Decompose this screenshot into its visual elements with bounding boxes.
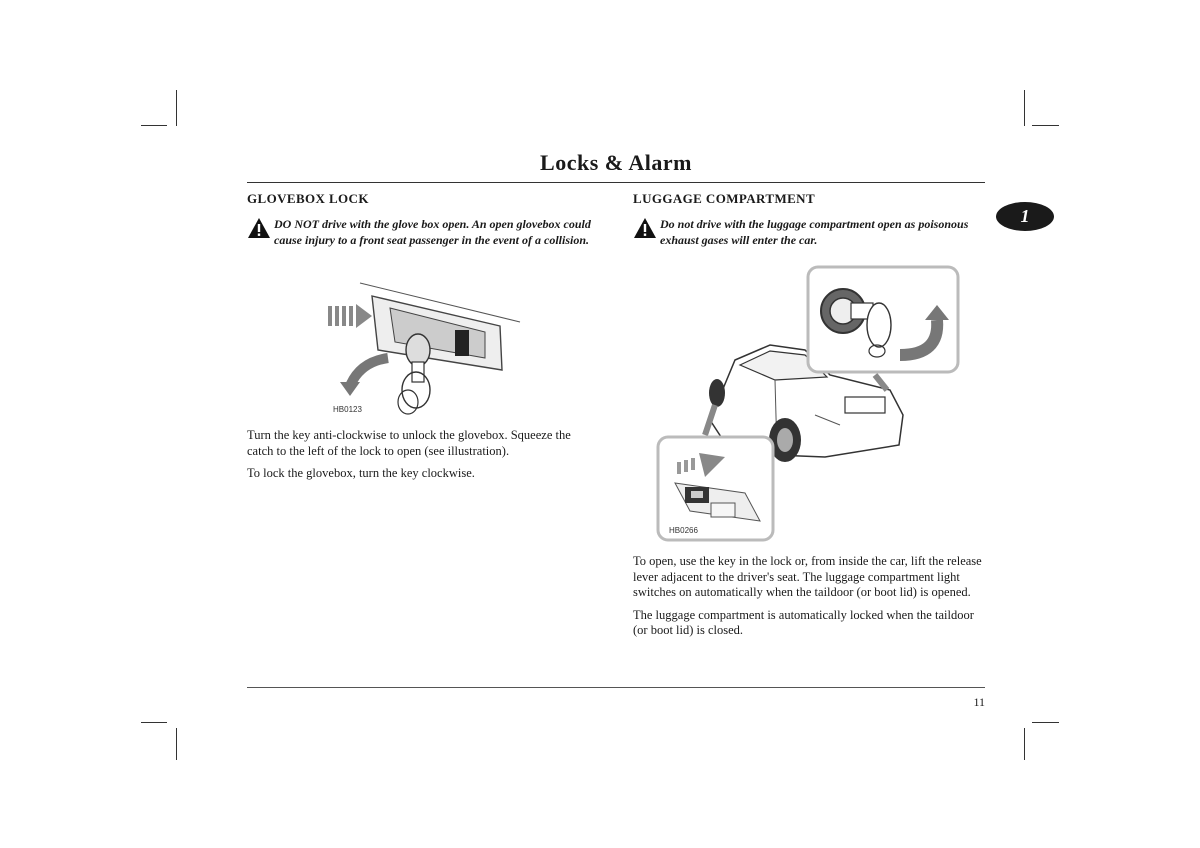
luggage-paragraph: The luggage compartment is automatically locked when the taildoor (or boot lid) is closed. xyxy=(633,607,974,637)
luggage-body xyxy=(633,554,985,646)
page-number: 11 xyxy=(973,695,985,709)
warning-triangle-icon xyxy=(633,217,657,239)
glovebox-section xyxy=(247,191,599,248)
luggage-warning-text: Do not drive with the luggage compartment open as poisonous exhaust gases will enter the car. xyxy=(660,217,969,247)
luggage-section xyxy=(633,191,985,248)
crop-mark xyxy=(141,722,167,723)
crop-mark xyxy=(1032,125,1059,126)
luggage-heading: LUGGAGE COMPARTMENT xyxy=(633,191,816,206)
luggage-warning xyxy=(633,217,985,248)
crop-mark xyxy=(1024,90,1025,126)
crop-mark xyxy=(176,90,177,126)
glovebox-paragraph: Turn the key anti-clockwise to unlock the glovebox. Squeeze the catch to the left of the lock to open (see illustration). xyxy=(247,428,571,458)
crop-mark xyxy=(1032,722,1059,723)
page-title: Locks & Alarm xyxy=(540,150,692,175)
footer-rule xyxy=(247,687,985,688)
glovebox-warning-text: DO NOT drive with the glove box open. An open glovebox could cause injury to a front seat passenger in the event of a collision. xyxy=(274,217,591,247)
glovebox-body xyxy=(247,428,599,489)
glovebox-paragraph: To lock the glovebox, turn the key clockwise. xyxy=(247,466,475,480)
crop-mark xyxy=(1024,728,1025,760)
glovebox-illustration xyxy=(320,278,530,418)
glovebox-heading: GLOVEBOX LOCK xyxy=(247,191,369,206)
glovebox-warning xyxy=(247,217,599,248)
title-rule xyxy=(247,182,985,183)
crop-mark xyxy=(176,728,177,760)
glovebox-figure-code: HB0123 xyxy=(333,405,362,414)
chapter-tab: 1 xyxy=(996,202,1054,231)
luggage-illustration xyxy=(655,265,965,545)
luggage-paragraph: To open, use the key in the lock or, from inside the car, lift the release lever adjacent to the driver's seat. The luggage compartment light switches on automatically when the taildoor (or boot lid) is opened. xyxy=(633,554,982,599)
luggage-figure-code: HB0266 xyxy=(669,526,698,535)
warning-triangle-icon xyxy=(247,217,271,239)
crop-mark xyxy=(141,125,167,126)
